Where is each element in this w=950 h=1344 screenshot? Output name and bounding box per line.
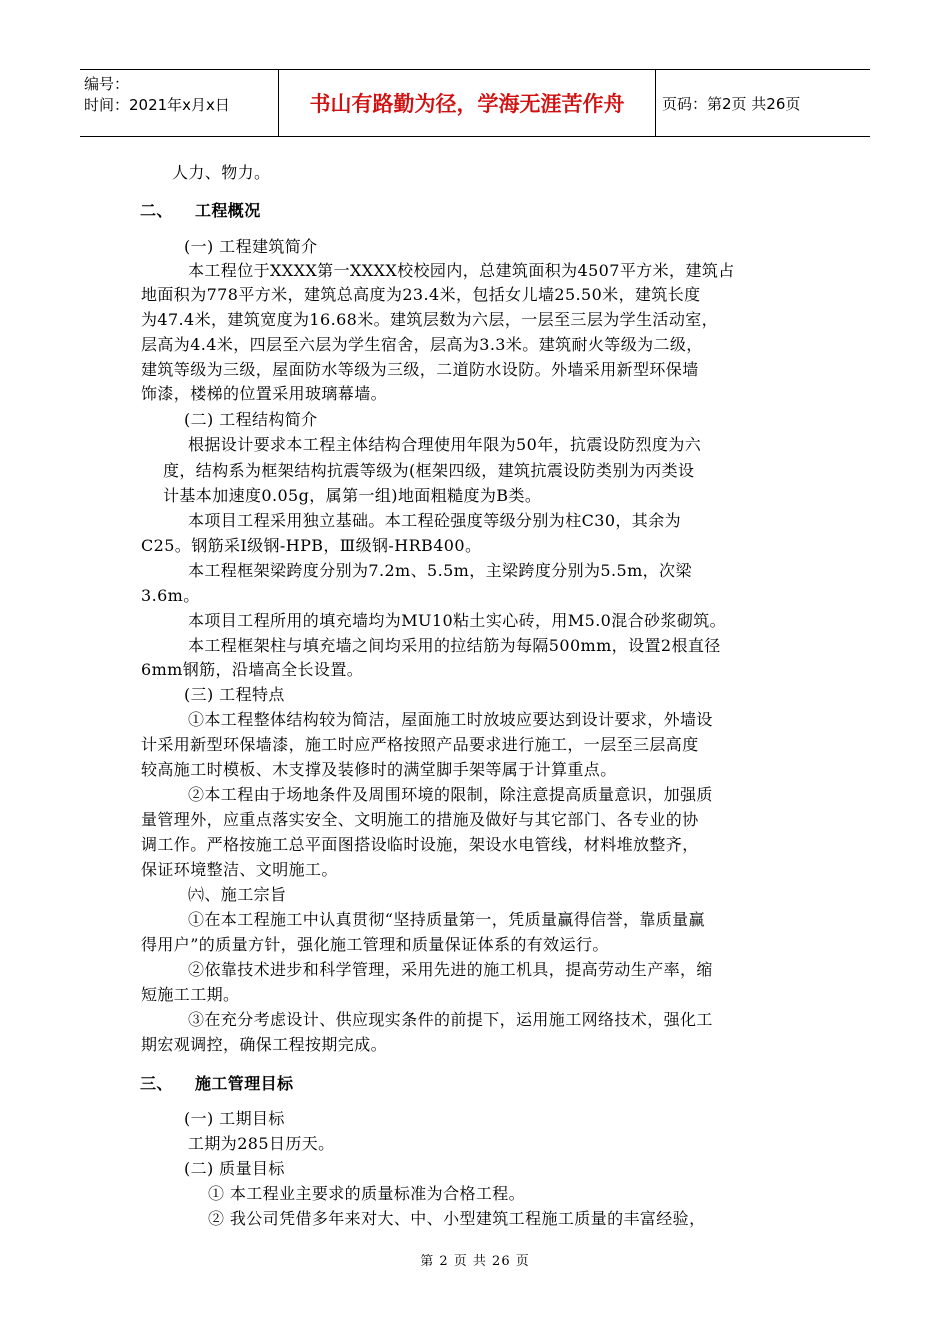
text-line: 本工程框架梁跨度分别为7.2m、5.5m，主梁跨度分别为5.5m，次梁 bbox=[188, 561, 692, 580]
text-line: 度，结构系为框架结构抗震等级为(框架四级，建筑抗震设防类别为丙类设 bbox=[163, 461, 695, 480]
text-line: 根据设计要求本工程主体结构合理使用年限为50年，抗震设防烈度为六 bbox=[188, 435, 702, 454]
text-line: 量管理外，应重点落实安全、文明施工的措施及做好与其它部门、各专业的协 bbox=[141, 810, 699, 829]
header-page-info: 页码：第2页 共26页 bbox=[662, 94, 801, 113]
section-number: 三、 bbox=[140, 1074, 173, 1093]
subsection-heading: (一) 工期目标 bbox=[184, 1109, 285, 1128]
text-line: 保证环境整洁、文明施工。 bbox=[141, 860, 338, 879]
text-line: ②依靠技术进步和科学管理，采用先进的施工机具，提高劳动生产率，缩 bbox=[188, 960, 713, 979]
header-motto: 书山有路勤为径，学海无涯苦作舟 bbox=[279, 70, 656, 136]
text-line: ①在本工程施工中认真贯彻“坚持质量第一，凭质量赢得信誉，靠质量赢 bbox=[188, 910, 705, 929]
subsection-heading: (二) 工程结构简介 bbox=[184, 410, 318, 429]
section-heading bbox=[140, 1073, 293, 1095]
subsection-heading: (二) 质量目标 bbox=[184, 1159, 285, 1178]
text-line: 地面积为778平方米，建筑总高度为23.4米，包括女儿墙25.50米，建筑长度 bbox=[141, 285, 701, 304]
text-line: 本项目工程所用的填充墙均为MU10粘土实心砖，用M5.0混合砂浆砌筑。 bbox=[188, 611, 727, 630]
text-line: 工期为285日历天。 bbox=[188, 1134, 335, 1153]
text-line: 计基本加速度0.05g，属第一组)地面粗糙度为B类。 bbox=[163, 486, 542, 505]
section-heading bbox=[140, 200, 261, 222]
text-line: C25。钢筋采Ⅰ级钢-HPB，Ⅲ级钢-HRB400。 bbox=[141, 536, 482, 555]
text-line: 期宏观调控，确保工程按期完成。 bbox=[141, 1035, 388, 1054]
text-line: 计采用新型环保墙漆，施工时应严格按照产品要求进行施工，一层至三层高度 bbox=[141, 735, 699, 754]
text-line: 饰漆，楼梯的位置采用玻璃幕墙。 bbox=[141, 384, 388, 403]
document-number-label: 编号： bbox=[84, 75, 130, 93]
page-footer: 第 2 页 共 26 页 bbox=[420, 1254, 530, 1269]
subsection-heading: (一) 工程建筑简介 bbox=[184, 237, 318, 256]
text-line: 调工作。严格按施工总平面图搭设临时设施，架设水电管线，材料堆放整齐， bbox=[141, 835, 699, 854]
text-line: 层高为4.4米，四层至六层为学生宿舍，层高为3.3米。建筑耐火等级为二级， bbox=[141, 335, 703, 354]
text-line: 人力、物力。 bbox=[172, 163, 271, 182]
text-line: 本项目工程采用独立基础。本工程砼强度等级分别为柱C30，其余为 bbox=[188, 511, 682, 530]
section-title: 工程概况 bbox=[195, 201, 261, 220]
text-line: ① 本工程业主要求的质量标准为合格工程。 bbox=[208, 1184, 526, 1203]
text-line: 短施工工期。 bbox=[141, 985, 240, 1004]
subsection-heading: (三) 工程特点 bbox=[184, 685, 285, 704]
text-line: 建筑等级为三级，屋面防水等级为三级，二道防水设防。外墙采用新型环保墙 bbox=[141, 360, 699, 379]
text-line: 较高施工时模板、木支撑及装修时的满堂脚手架等属于计算重点。 bbox=[141, 760, 617, 779]
subsection-heading: ㈥、施工宗旨 bbox=[188, 885, 287, 904]
text-line: ② 我公司凭借多年来对大、中、小型建筑工程施工质量的丰富经验， bbox=[208, 1209, 706, 1228]
section-number: 二、 bbox=[140, 201, 173, 220]
section-title: 施工管理目标 bbox=[195, 1074, 294, 1093]
document-date: 时间：2021年x月x日 bbox=[84, 96, 230, 114]
text-line: 为47.4米，建筑宽度为16.68米。建筑层数为六层，一层至三层为学生活动室， bbox=[141, 310, 719, 329]
text-line: 6mm钢筋，沿墙高全长设置。 bbox=[141, 660, 364, 679]
text-line: ②本工程由于场地条件及周围环境的限制，除注意提高质量意识，加强质 bbox=[188, 785, 713, 804]
text-line: 得用户”的质量方针，强化施工管理和质量保证体系的有效运行。 bbox=[141, 935, 609, 954]
page-header bbox=[80, 69, 870, 137]
header-meta bbox=[80, 70, 279, 136]
text-line: 本工程框架柱与填充墙之间均采用的拉结筋为每隔500mm，设置2根直径 bbox=[188, 636, 721, 655]
text-line: 本工程位于XXXX第一XXXX校校园内，总建筑面积为4507平方米，建筑占 bbox=[188, 261, 735, 280]
text-line: ③在充分考虑设计、供应现实条件的前提下，运用施工网络技术，强化工 bbox=[188, 1010, 713, 1029]
text-line: ①本工程整体结构较为简洁，屋面施工时放坡应要达到设计要求，外墙设 bbox=[188, 710, 713, 729]
text-line: 3.6m。 bbox=[141, 586, 200, 605]
